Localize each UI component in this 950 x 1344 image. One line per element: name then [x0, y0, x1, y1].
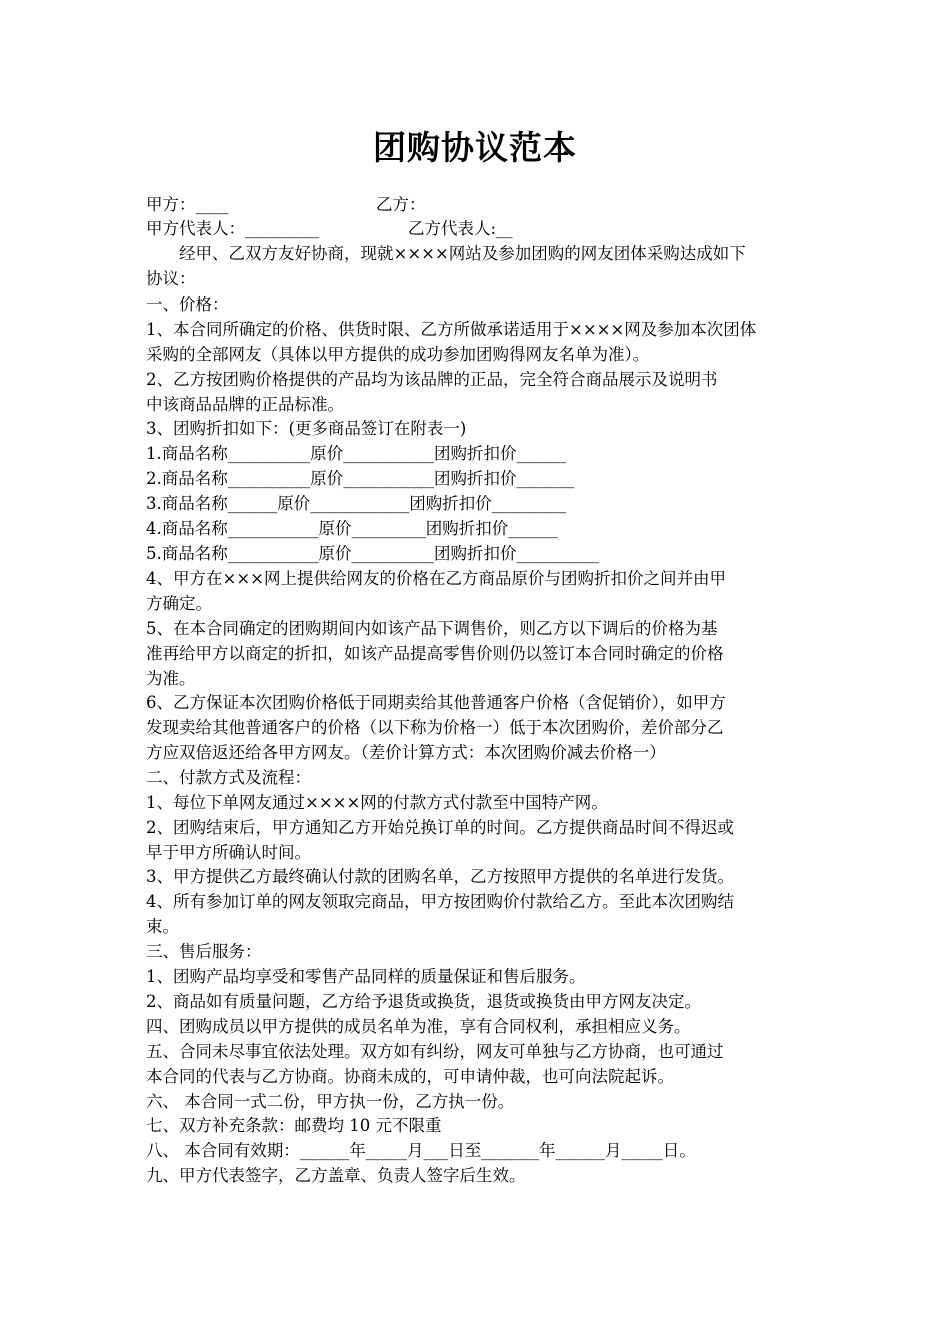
rep-b-label: 乙方代表人:__: [408, 219, 513, 238]
section-nine: 九、甲方代表签字，乙方盖章、负责人签字后生效。: [146, 1166, 526, 1185]
paragraph-line: 2、商品如有质量问题，乙方给予退货或换货，退货或换货由甲方网友决定。: [146, 992, 701, 1011]
product-item: 2.商品名称__________原价___________团购折扣价_______: [146, 469, 575, 488]
paragraph-line: 2、乙方按团购价格提供的产品均为该品牌的正品，完全符合商品展示及说明书: [146, 370, 718, 389]
section-heading: 三、售后服务：: [146, 942, 262, 961]
paragraph-line: 2、团购结束后，甲方通知乙方开始兑换订单的时间。乙方提供商品时间不得迟或: [146, 818, 734, 837]
paragraph-line: 5、在本合同确定的团购期间内如该产品下调售价，则乙方以下调后的价格为基: [146, 619, 718, 638]
paragraph-line: 采购的全部网友（具体以甲方提供的成功参加团购得网友名单为准）。: [146, 345, 650, 364]
rep-a-label: 甲方代表人：_________: [146, 219, 320, 238]
paragraph-line: 6、乙方保证本次团购价格低于同期卖给其他普通客户价格（含促销价），如甲方: [146, 693, 726, 712]
section-four: 四、团购成员以甲方提供的成员名单为准，享有合同权利，承担相应义务。: [146, 1017, 691, 1036]
paragraph-line: 早于甲方所确认时间。: [146, 843, 311, 862]
paragraph-line: 3、团购折扣如下：(更多商品签订在附表一): [146, 419, 467, 438]
party-b-label: 乙方：: [376, 195, 426, 214]
party-a-label: 甲方：____: [146, 195, 229, 214]
paragraph-line: 发现卖给其他普通客户的价格（以下称为价格一）低于本次团购价，差价部分乙: [146, 718, 724, 737]
paragraph-line: 束。: [146, 917, 179, 936]
party-line: [146, 192, 816, 217]
page-title: 团购协议范本: [373, 128, 577, 167]
product-item: 1.商品名称__________原价___________团购折扣价______: [146, 444, 566, 463]
product-item: 3.商品名称______原价____________团购折扣价_________: [146, 494, 566, 513]
paragraph-line: 方应双倍返还给各甲方网友。（差价计算方式：本次团购价减去价格一）: [146, 743, 666, 762]
section-five: 五、合同未尽事宜依法处理。双方如有纠纷，网友可单独与乙方协商，也可通过: [146, 1042, 724, 1061]
paragraph-line: 1、每位下单网友通过××××网的付款方式付款至中国特产网。: [146, 793, 608, 812]
representative-line: [146, 216, 816, 241]
section-heading: 二、付款方式及流程：: [146, 768, 311, 787]
section-heading: 一、价格：: [146, 295, 229, 314]
paragraph-line: 中该商品品牌的正品标准。: [146, 395, 344, 414]
paragraph-line: 3、甲方提供乙方最终确认付款的团购名单，乙方按照甲方提供的名单进行发货。: [146, 867, 734, 886]
section-seven: 七、双方补充条款：邮费均 10 元不限重: [146, 1116, 442, 1135]
paragraph-line: 为准。: [146, 669, 196, 688]
paragraph-line: 4、甲方在×××网上提供给网友的价格在乙方商品原价与团购折扣价之间并由甲: [146, 569, 726, 588]
paragraph-line: 1、团购产品均享受和零售产品同样的质量保证和售后服务。: [146, 967, 586, 986]
section-eight: 八、 本合同有效期：______年_____月___日至_______年______月_____日。: [146, 1141, 696, 1160]
section-six: 六、 本合同一式二份，甲方执一份，乙方执一份。: [146, 1092, 515, 1111]
paragraph-line: 1、本合同所确定的价格、供货时限、乙方所做承诺适用于××××网及参加本次团体: [146, 320, 757, 339]
section-five: 本合同的代表与乙方协商。协商未成的，可申请仲裁，也可向法院起诉。: [146, 1067, 674, 1086]
product-item: 4.商品名称___________原价_________团购折扣价______: [146, 519, 558, 538]
product-item: 5.商品名称___________原价__________团购折扣价__________: [146, 544, 599, 563]
paragraph-line: 4、所有参加订单的网友领取完商品，甲方按团购价付款给乙方。至此本次团购结: [146, 892, 734, 911]
intro-text: 协议：: [146, 269, 196, 288]
paragraph-line: 准再给甲方以商定的折扣，如该产品提高零售价则仍以签订本合同时确定的价格: [146, 644, 724, 663]
paragraph-line: 方确定。: [146, 594, 212, 613]
intro-text: 经甲、乙双方友好协商，现就××××网站及参加团购的网友团体采购达成如下: [146, 244, 746, 263]
